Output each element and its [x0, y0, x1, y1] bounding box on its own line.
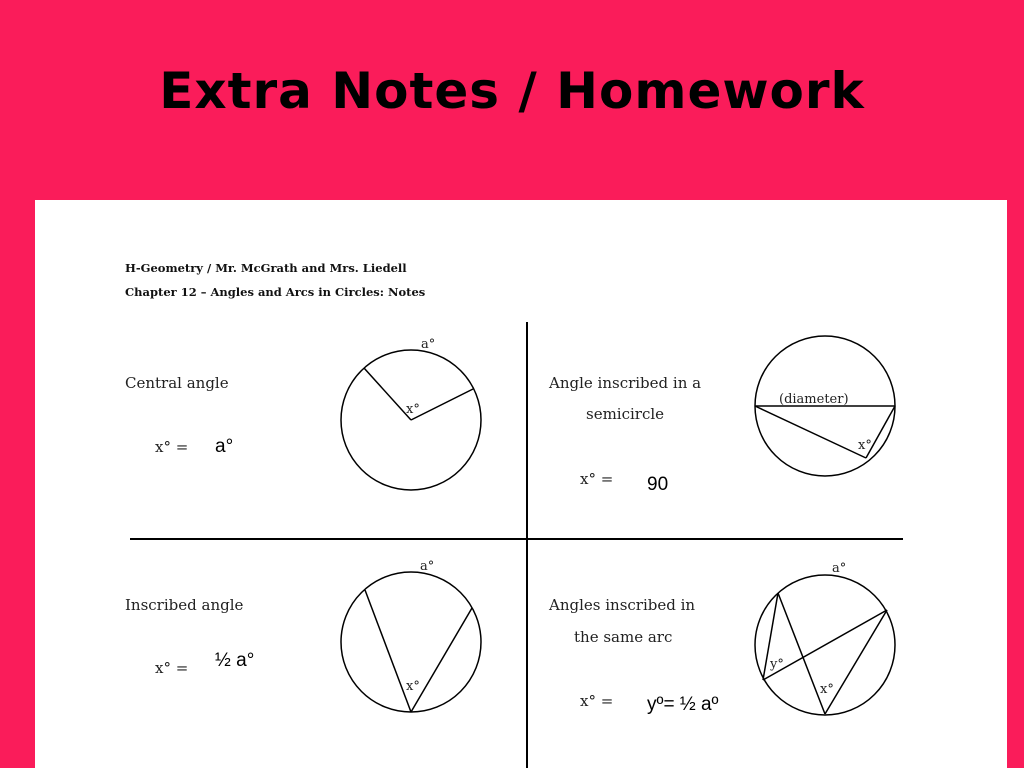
semicircle-label-line1: Angle inscribed in a: [549, 374, 702, 392]
same-arc-chord-1: [778, 593, 825, 714]
slide-title: Extra Notes / Homework: [159, 62, 865, 120]
same-arc-chord-2: [825, 610, 887, 714]
inscribed-arc-label: a°: [420, 559, 435, 574]
same-arc-equation: x° =: [580, 692, 614, 710]
central-angle-radius-1: [364, 368, 411, 420]
inscribed-angle-x-label: x°: [406, 679, 420, 694]
same-arc-answer: yº= ½ aº: [647, 694, 719, 715]
semicircle-x-label: x°: [858, 438, 872, 453]
semicircle-diameter-label: (diameter): [779, 392, 849, 407]
inscribed-angle-answer: ½ a°: [215, 650, 255, 671]
inscribed-angle-chord-1: [365, 590, 411, 712]
central-angle-label: Central angle: [125, 374, 229, 392]
semicircle-answer: 90: [647, 474, 669, 495]
inscribed-angle-chord-2: [411, 608, 472, 712]
central-arc-label: a°: [421, 337, 436, 352]
central-angle-radius-2: [411, 389, 473, 420]
same-arc-label-line1: Angles inscribed in: [549, 596, 696, 614]
same-arc-x-label: x°: [820, 682, 834, 697]
semicircle-label-line2: semicircle: [586, 405, 665, 423]
notes-page: [35, 200, 1007, 768]
same-arc-label-line2: the same arc: [574, 628, 673, 646]
same-arc-y-label: y°: [770, 657, 784, 672]
central-angle-equation: x° =: [155, 438, 189, 456]
same-arc-arc-label: a°: [832, 561, 847, 576]
central-angle-answer: a°: [215, 436, 234, 457]
central-angle-x-label: x°: [406, 402, 420, 417]
inscribed-angle-equation: x° =: [155, 659, 189, 677]
doc-header-chapter: Chapter 12 – Angles and Arcs in Circles: Notes: [125, 285, 426, 299]
circle-diagrams: [35, 200, 1007, 768]
inscribed-angle-label: Inscribed angle: [125, 596, 244, 614]
doc-header-course: H-Geometry / Mr. McGrath and Mrs. Liedell: [125, 261, 407, 275]
semicircle-equation: x° =: [580, 470, 614, 488]
